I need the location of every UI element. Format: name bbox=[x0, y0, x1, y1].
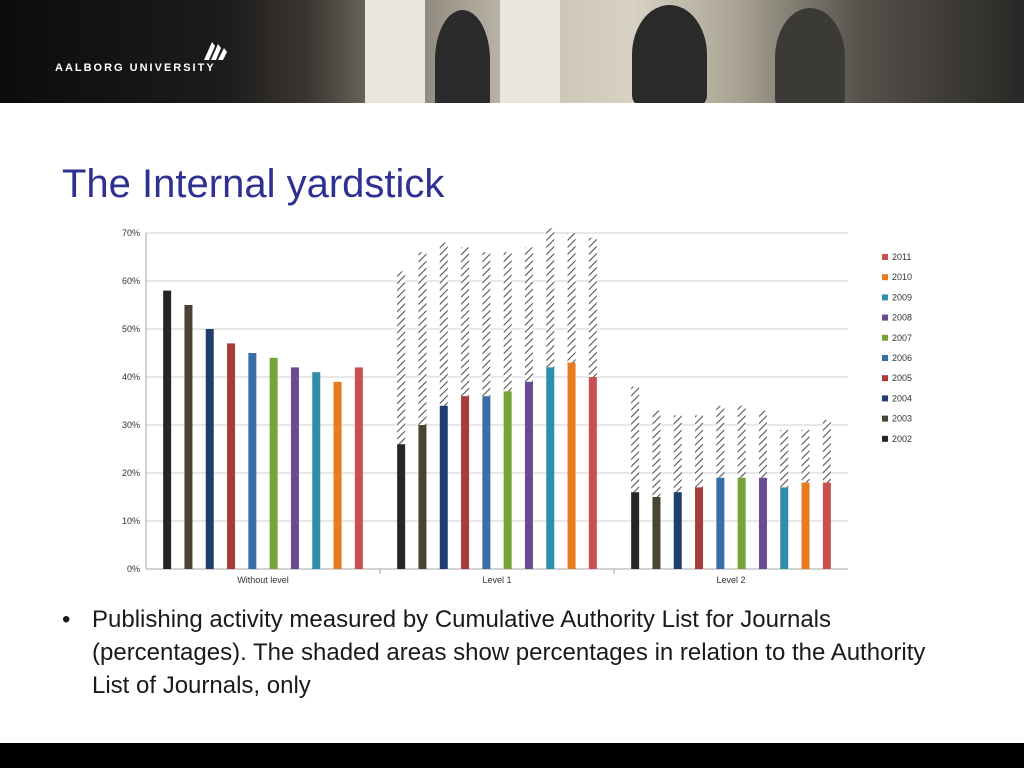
bar-2010 bbox=[568, 363, 576, 569]
legend-label: 2004 bbox=[892, 393, 913, 404]
legend-label: 2002 bbox=[892, 433, 913, 444]
bar-shaded-2003 bbox=[418, 252, 426, 425]
bar-shaded-2011 bbox=[823, 420, 831, 482]
bar-2003 bbox=[652, 497, 660, 569]
bar-shaded-2003 bbox=[652, 411, 660, 497]
bar-2011 bbox=[355, 367, 363, 569]
bar-2003 bbox=[418, 425, 426, 569]
bar-2009 bbox=[312, 372, 320, 569]
bar-shaded-2010 bbox=[802, 430, 810, 483]
bar-2009 bbox=[780, 487, 788, 569]
bar-shaded-2010 bbox=[568, 233, 576, 363]
y-tick-label: 60% bbox=[121, 276, 140, 286]
bar-2002 bbox=[397, 444, 405, 569]
legend-swatch-2003 bbox=[882, 416, 888, 422]
bar-2011 bbox=[823, 483, 831, 569]
bar-2002 bbox=[631, 492, 639, 569]
bar-2007 bbox=[270, 358, 278, 569]
legend-swatch-2010 bbox=[882, 274, 888, 280]
bars bbox=[163, 228, 831, 569]
legend-swatch-2004 bbox=[882, 395, 888, 401]
bar-2004 bbox=[440, 406, 448, 569]
university-name: AALBORG UNIVERSITY bbox=[55, 62, 216, 74]
bar-2008 bbox=[291, 367, 299, 569]
bar-shaded-2008 bbox=[759, 411, 767, 478]
bar-2003 bbox=[184, 305, 192, 569]
bar-2007 bbox=[738, 478, 746, 569]
bar-shaded-2005 bbox=[461, 247, 469, 396]
bar-2005 bbox=[695, 487, 703, 569]
bar-2002 bbox=[163, 291, 171, 569]
y-tick-label: 10% bbox=[121, 516, 140, 526]
bar-2006 bbox=[716, 478, 724, 569]
legend-label: 2011 bbox=[892, 252, 912, 262]
header-banner bbox=[0, 0, 1024, 103]
bar-2010 bbox=[334, 382, 342, 569]
y-tick-label: 0% bbox=[126, 564, 140, 574]
bar-shaded-2007 bbox=[504, 252, 512, 391]
bar-2009 bbox=[546, 367, 554, 569]
footer-bar bbox=[0, 743, 1024, 768]
bar-shaded-2008 bbox=[525, 247, 533, 381]
bar-shaded-2006 bbox=[482, 252, 490, 396]
bar-2007 bbox=[504, 391, 512, 569]
legend-swatch-2008 bbox=[882, 315, 888, 321]
bar-2011 bbox=[589, 377, 597, 569]
bar-2006 bbox=[482, 396, 490, 569]
bullet-text: Publishing activity measured by Cumulative Authority List for Journals (percentages). The shaded areas show percentages in relation to the Authority List of Journals, only bbox=[92, 606, 926, 699]
banner-photo-door bbox=[500, 0, 560, 103]
y-tick-label: 30% bbox=[121, 420, 140, 430]
legend-label: 2009 bbox=[892, 292, 913, 303]
legend-label: 2003 bbox=[892, 413, 913, 424]
bar-2008 bbox=[759, 478, 767, 569]
y-tick-label: 40% bbox=[121, 372, 140, 382]
bar-shaded-2009 bbox=[780, 430, 788, 488]
x-tick-label: Level 2 bbox=[716, 575, 746, 585]
bar-shaded-2002 bbox=[631, 387, 639, 493]
y-tick-label: 50% bbox=[121, 324, 140, 334]
bar-2005 bbox=[461, 396, 469, 569]
legend-swatch-2005 bbox=[882, 375, 888, 381]
legend-swatch-2007 bbox=[882, 335, 888, 341]
banner-photo-person bbox=[435, 10, 490, 103]
bar-chart bbox=[90, 215, 950, 590]
banner-photo-person bbox=[632, 5, 707, 103]
banner-photo-person bbox=[775, 8, 845, 103]
bar-2005 bbox=[227, 343, 235, 569]
slide-title: The Internal yardstick bbox=[62, 162, 445, 206]
bar-shaded-2004 bbox=[440, 243, 448, 406]
legend-swatch-2011 bbox=[882, 254, 888, 260]
bar-shaded-2007 bbox=[738, 406, 746, 478]
legend-label: 2005 bbox=[892, 373, 913, 384]
bar-shaded-2004 bbox=[674, 415, 682, 492]
bar-shaded-2006 bbox=[716, 406, 724, 478]
axes bbox=[122, 228, 746, 585]
legend-swatch-2002 bbox=[882, 436, 888, 442]
bullet-dot: • bbox=[62, 606, 71, 633]
bar-2008 bbox=[525, 382, 533, 569]
legend bbox=[882, 252, 912, 444]
legend-label: 2008 bbox=[892, 312, 913, 323]
legend-swatch-2009 bbox=[882, 294, 888, 300]
bar-2010 bbox=[802, 483, 810, 569]
bar-2004 bbox=[674, 492, 682, 569]
bar-2006 bbox=[248, 353, 256, 569]
bullet-point bbox=[62, 603, 962, 702]
bar-shaded-2011 bbox=[589, 238, 597, 377]
legend-label: 2010 bbox=[892, 272, 913, 283]
legend-swatch-2006 bbox=[882, 355, 888, 361]
aalborg-logo-icon bbox=[200, 38, 230, 62]
bar-shaded-2002 bbox=[397, 271, 405, 444]
y-tick-label: 70% bbox=[121, 228, 140, 238]
banner-photo-door bbox=[365, 0, 425, 103]
bar-shaded-2009 bbox=[546, 228, 554, 367]
legend-label: 2007 bbox=[892, 332, 913, 343]
x-tick-label: Level 1 bbox=[482, 575, 512, 585]
bar-shaded-2005 bbox=[695, 415, 703, 487]
bar-2004 bbox=[206, 329, 214, 569]
legend-label: 2006 bbox=[892, 353, 913, 363]
y-tick-label: 20% bbox=[121, 468, 140, 478]
x-tick-label: Without level bbox=[237, 575, 289, 585]
